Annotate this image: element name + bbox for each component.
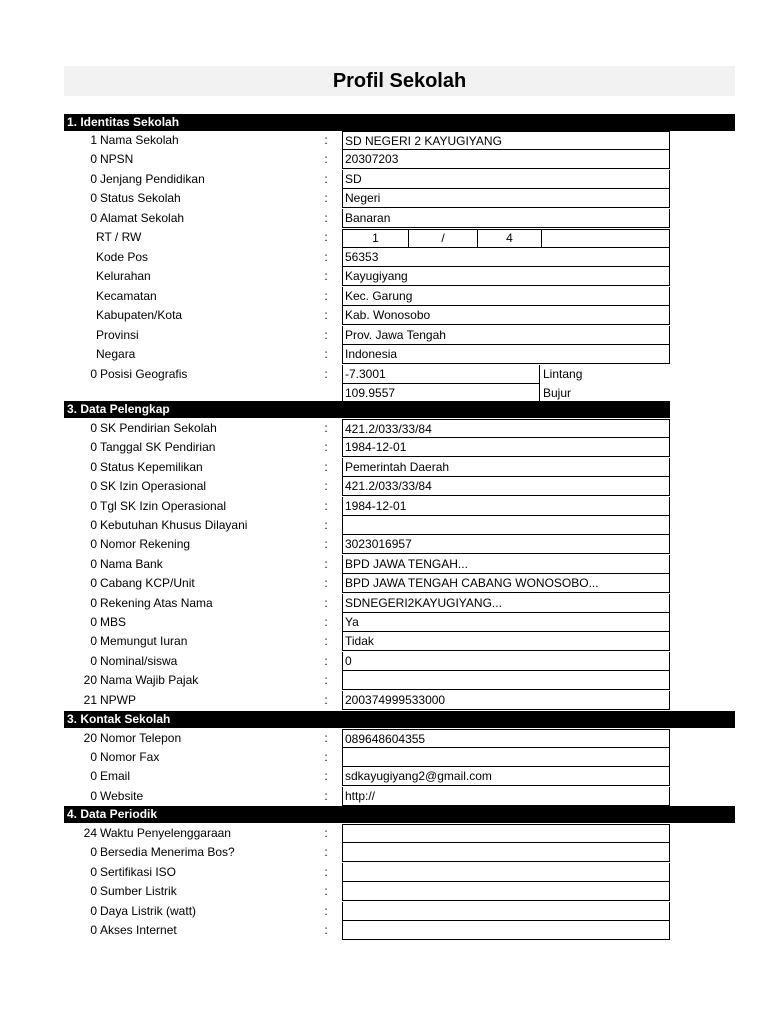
field-value[interactable] xyxy=(342,902,670,921)
field-value[interactable]: sdkayugiyang2@gmail.com xyxy=(342,767,670,786)
field-label: Kelurahan xyxy=(96,269,151,283)
row-number: 21 xyxy=(83,693,97,707)
field-label: Email xyxy=(100,769,131,783)
row-number: 0 xyxy=(90,518,97,532)
field-label: Status Sekolah xyxy=(100,191,181,205)
field-label: RT / RW xyxy=(96,230,142,244)
row-number: 20 xyxy=(83,673,97,687)
field-label: Nama Bank xyxy=(100,557,163,571)
colon-separator: : xyxy=(324,596,328,610)
field-value[interactable]: Tidak xyxy=(342,632,670,651)
row-number: 0 xyxy=(90,421,97,435)
colon-separator: : xyxy=(324,576,328,590)
row-number: 0 xyxy=(90,367,97,381)
colon-separator: : xyxy=(324,211,328,225)
row-number: 0 xyxy=(90,904,97,918)
row-number: 1 xyxy=(90,133,97,147)
field-value[interactable] xyxy=(342,824,670,843)
rtrw-empty-cell xyxy=(541,229,670,248)
row-number: 0 xyxy=(90,769,97,783)
colon-separator: : xyxy=(324,845,328,859)
field-value[interactable]: 0 xyxy=(342,652,670,671)
field-label: Nomor Fax xyxy=(100,750,160,764)
colon-separator: : xyxy=(324,172,328,186)
field-value[interactable]: Prov. Jawa Tengah xyxy=(342,326,670,345)
colon-separator: : xyxy=(324,269,328,283)
field-value[interactable] xyxy=(342,921,670,940)
colon-separator: : xyxy=(324,133,328,147)
field-label: Provinsi xyxy=(96,328,139,342)
field-value[interactable]: 1984-12-01 xyxy=(342,497,670,516)
field-value[interactable] xyxy=(342,516,670,535)
field-label: Waktu Penyelenggaraan xyxy=(100,826,231,840)
field-label: Nama Wajib Pajak xyxy=(100,673,199,687)
field-label: Tgl SK Izin Operasional xyxy=(100,499,227,513)
colon-separator: : xyxy=(324,693,328,707)
row-number: 0 xyxy=(90,789,97,803)
row-number: 0 xyxy=(90,172,97,186)
row-number: 0 xyxy=(90,557,97,571)
field-label: Jenjang Pendidikan xyxy=(100,172,205,186)
rt-value[interactable]: 1 xyxy=(342,229,408,248)
page-title: Profil Sekolah xyxy=(64,66,735,96)
field-value[interactable]: Kec. Garung xyxy=(342,287,670,306)
row-number: 0 xyxy=(90,615,97,629)
colon-separator: : xyxy=(324,537,328,551)
colon-separator: : xyxy=(324,421,328,435)
bujur-label: Bujur xyxy=(543,386,572,400)
field-value[interactable]: 421.2/033/33/84 xyxy=(342,477,670,496)
colon-separator: : xyxy=(324,789,328,803)
field-label: Alamat Sekolah xyxy=(100,211,185,225)
field-label: Kode Pos xyxy=(96,250,149,264)
colon-separator: : xyxy=(324,191,328,205)
field-value[interactable] xyxy=(342,671,670,690)
field-label: Nomor Telepon xyxy=(100,731,182,745)
colon-separator: : xyxy=(324,557,328,571)
field-value[interactable]: 3023016957 xyxy=(342,535,670,554)
colon-separator: : xyxy=(324,250,328,264)
row-number: 0 xyxy=(90,845,97,859)
colon-separator: : xyxy=(324,440,328,454)
field-label: Sumber Listrik xyxy=(100,884,177,898)
field-label: Kabupaten/Kota xyxy=(96,308,183,322)
colon-separator: : xyxy=(324,750,328,764)
colon-separator: : xyxy=(324,865,328,879)
row-number: 0 xyxy=(90,654,97,668)
colon-separator: : xyxy=(324,152,328,166)
field-label: Kecamatan xyxy=(96,289,157,303)
colon-separator: : xyxy=(324,518,328,532)
field-value[interactable]: BPD JAWA TENGAH... xyxy=(342,555,670,574)
row-number: 0 xyxy=(90,460,97,474)
lintang-value[interactable]: -7.3001 xyxy=(342,365,540,384)
colon-separator: : xyxy=(324,328,328,342)
field-label: Nomor Rekening xyxy=(100,537,191,551)
colon-separator: : xyxy=(324,904,328,918)
colon-separator: : xyxy=(324,731,328,745)
field-label: Status Kepemilikan xyxy=(100,460,203,474)
field-label: Akses Internet xyxy=(100,923,177,937)
field-label: Nama Sekolah xyxy=(100,133,179,147)
field-value[interactable]: 089648604355 xyxy=(342,729,670,748)
colon-separator: : xyxy=(324,289,328,303)
colon-separator: : xyxy=(324,884,328,898)
field-label: Kebutuhan Khusus Dilayani xyxy=(100,518,248,532)
field-value[interactable]: 200374999533000 xyxy=(342,691,670,710)
field-value[interactable]: SD NEGERI 2 KAYUGIYANG xyxy=(342,131,670,150)
colon-separator: : xyxy=(324,479,328,493)
section-header-periodik: 4. Data Periodik xyxy=(64,806,735,823)
field-label: NPWP xyxy=(100,693,136,707)
row-number: 24 xyxy=(83,826,97,840)
field-value[interactable]: SD xyxy=(342,170,670,189)
field-label: Cabang KCP/Unit xyxy=(100,576,195,590)
row-number: 0 xyxy=(90,596,97,610)
colon-separator: : xyxy=(324,230,328,244)
field-value[interactable]: Ya xyxy=(342,613,670,632)
field-value[interactable]: BPD JAWA TENGAH CABANG WONOSOBO... xyxy=(342,574,670,593)
field-value[interactable]: 421.2/033/33/84 xyxy=(342,419,670,438)
colon-separator: : xyxy=(324,634,328,648)
rw-value[interactable]: 4 xyxy=(477,229,541,248)
colon-separator: : xyxy=(324,673,328,687)
row-number: 0 xyxy=(90,152,97,166)
row-number: 0 xyxy=(90,634,97,648)
colon-separator: : xyxy=(324,347,328,361)
field-value[interactable]: 56353 xyxy=(342,248,670,267)
section-header-kontak: 3. Kontak Sekolah xyxy=(64,711,735,728)
field-value[interactable] xyxy=(342,843,670,862)
colon-separator: : xyxy=(324,460,328,474)
row-number: 0 xyxy=(90,750,97,764)
row-number: 0 xyxy=(90,440,97,454)
field-label: SK Pendirian Sekolah xyxy=(100,421,217,435)
field-label: Tanggal SK Pendirian xyxy=(100,440,216,454)
field-value[interactable]: Kayugiyang xyxy=(342,267,670,286)
section-header-pelengkap: 3. Data Pelengkap xyxy=(64,401,670,418)
field-label: Negara xyxy=(96,347,136,361)
colon-separator: : xyxy=(324,826,328,840)
colon-separator: : xyxy=(324,499,328,513)
field-label: Website xyxy=(100,789,144,803)
field-label: Bersedia Menerima Bos? xyxy=(100,845,235,859)
field-label: MBS xyxy=(100,615,127,629)
row-number: 0 xyxy=(90,865,97,879)
field-label: Nominal/siswa xyxy=(100,654,178,668)
field-value[interactable] xyxy=(342,882,670,901)
field-label: Sertifikasi ISO xyxy=(100,865,177,879)
field-value[interactable]: http:// xyxy=(342,787,670,806)
field-value[interactable]: Indonesia xyxy=(342,345,670,364)
row-number: 0 xyxy=(90,211,97,225)
row-number: 0 xyxy=(90,884,97,898)
row-number: 0 xyxy=(90,576,97,590)
rt-rw-separator: / xyxy=(408,229,477,248)
colon-separator: : xyxy=(324,654,328,668)
row-number: 0 xyxy=(90,191,97,205)
field-value[interactable]: SDNEGERI2KAYUGIYANG... xyxy=(342,594,670,613)
field-value[interactable]: 1984-12-01 xyxy=(342,438,670,457)
colon-separator: : xyxy=(324,923,328,937)
row-number: 0 xyxy=(90,479,97,493)
colon-separator: : xyxy=(324,615,328,629)
field-value[interactable]: Negeri xyxy=(342,189,670,208)
lintang-label: Lintang xyxy=(543,367,583,381)
colon-separator: : xyxy=(324,769,328,783)
row-number: 0 xyxy=(90,923,97,937)
field-value[interactable] xyxy=(342,748,670,767)
field-label: Posisi Geografis xyxy=(100,367,188,381)
row-number: 20 xyxy=(83,731,97,745)
colon-separator: : xyxy=(324,308,328,322)
colon-separator: : xyxy=(324,367,328,381)
field-label: SK Izin Operasional xyxy=(100,479,207,493)
field-label: Daya Listrik (watt) xyxy=(100,904,197,918)
field-value[interactable]: Kab. Wonosobo xyxy=(342,306,670,325)
row-number: 0 xyxy=(90,499,97,513)
field-label: NPSN xyxy=(100,152,134,166)
field-value[interactable] xyxy=(342,863,670,882)
field-value[interactable]: Banaran xyxy=(342,209,670,228)
field-label: Rekening Atas Nama xyxy=(100,596,213,610)
field-value[interactable]: Pemerintah Daerah xyxy=(342,458,670,477)
section-header-identitas: 1. Identitas Sekolah xyxy=(64,114,735,131)
row-number: 0 xyxy=(90,537,97,551)
field-value[interactable]: 20307203 xyxy=(342,150,670,169)
bujur-value[interactable]: 109.9557 xyxy=(342,384,540,403)
field-label: Memungut Iuran xyxy=(100,634,188,648)
